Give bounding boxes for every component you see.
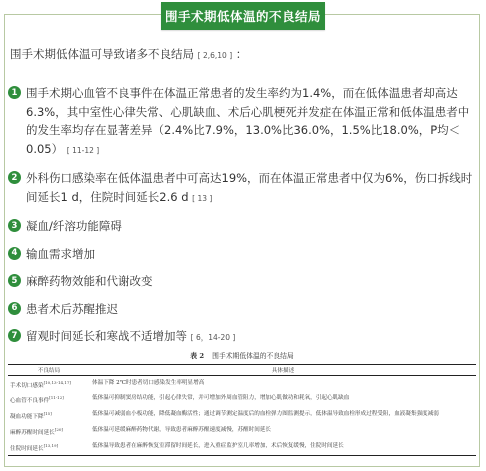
citation: [11-12]: [49, 395, 64, 401]
outcome-cell: [8, 424, 90, 440]
intro-text: 围手术期低体温可导致诸多不良结局: [10, 47, 194, 61]
table-row: [8, 376, 476, 392]
outcome-cell: [8, 408, 90, 424]
list-item: [8, 300, 478, 319]
description-cell: 低体温可减弱血小板功能，降低凝血酶活性；通过调节测定温度后的血栓弹力图监测提示，低体温导致血栓形成过程受阻，血液凝集强度减弱: [92, 411, 439, 418]
item-text: 围手术期心血管不良事件在体温正常患者的发生率约为1.4%，而在低体温患者却高达6.3%，其中室性心律失常、心肌缺血、术后心肌梗死并发症在体温正常和低体温患者中的发生率均存在显著差异（2.4%比7.9%，13.0%比36.0%，1.5%比18.0%，P均＜0.05）: [26, 86, 470, 156]
citation: [20]: [54, 427, 63, 433]
outcome-label: 手术切口感染: [10, 382, 44, 389]
table-number: 表 2: [190, 352, 205, 360]
intro-reference: [ 2,6,10 ]: [197, 51, 233, 60]
citation: [10,13-14,17]: [43, 379, 71, 385]
number-badge-icon: 4: [8, 247, 21, 260]
item-text: 输血需求增加: [26, 246, 95, 261]
outcome-cell: [8, 376, 90, 392]
outcome-label: 凝血功能下降: [10, 414, 44, 421]
column-header: 不良结局: [8, 365, 90, 376]
table-row: [8, 408, 476, 424]
description-cell: 低体温可抑制窦房结功能，引起心律失常，并可增加外周血管阻力，增加心肌做功和耗氧，引起心肌缺血: [92, 395, 350, 402]
list-item-text: [26, 169, 478, 208]
list-item: [8, 245, 478, 264]
outcome-label: 麻醉苏醒时间延长: [10, 429, 55, 436]
table-header-row: [8, 365, 476, 376]
item-text: 麻醉药物效能和代谢改变: [26, 274, 153, 288]
number-badge-icon: 3: [8, 219, 21, 232]
citation: [13,19]: [43, 442, 59, 448]
list-item: [8, 217, 478, 236]
table-row: [8, 424, 476, 440]
outcome-cell: [8, 392, 90, 408]
item-text: 外科伤口感染率在低体温患者中可高达19%，而在体温正常患者中仅为6%，伤口拆线时间延长1 d，住院时间延长2.6 d: [26, 171, 473, 204]
item-reference: [ 13 ]: [192, 193, 213, 203]
intro-paragraph: [10, 45, 475, 65]
table-caption: [8, 351, 476, 361]
item-text: 留观时间延长和寒战不适增加等: [26, 329, 187, 343]
item-reference: [ 6，14-20 ]: [190, 333, 236, 342]
list-item: [8, 169, 478, 208]
table-caption-text: 围手术期低体温的不良结局: [212, 352, 294, 360]
section-title: 围手术期低体温的不良结局: [161, 2, 325, 30]
description-cell: 低体温可延缓麻醉药物代谢，导致患者麻醉苏醒速度减慢，苏醒时间延长: [92, 427, 272, 434]
list-item: [8, 327, 478, 348]
intro-colon: ：: [235, 47, 248, 61]
number-badge-icon: 2: [8, 171, 21, 184]
number-badge-icon: 7: [8, 329, 21, 342]
table-row: [8, 392, 476, 408]
list-item-text: [26, 327, 235, 348]
list-item-text: [26, 84, 478, 160]
table-row: [8, 439, 476, 455]
column-header: 具体描述: [90, 365, 476, 376]
item-reference: [ 11-12 ]: [66, 145, 100, 155]
outcome-cell: [8, 439, 90, 455]
outcome-list: [8, 84, 478, 357]
list-item: [8, 84, 478, 160]
outcome-label: 住院时间延长: [10, 445, 44, 452]
citation: [15]: [43, 411, 52, 417]
number-badge-icon: 5: [8, 274, 21, 287]
description-cell: 低体温导致患者在麻醉恢复室滞留时间延长，进入重症监护室几率增加，术后恢复缓慢，住院时间延长: [90, 439, 476, 455]
item-text: 凝血/纤溶功能障碍: [26, 219, 122, 233]
outcome-label: 心血管不良事件: [10, 398, 50, 405]
item-text: 患者术后苏醒推迟: [26, 301, 118, 316]
outcome-table-block: [8, 351, 476, 456]
description-cell: 体温下降 2℃时患者切口感染发生率明显增高: [92, 379, 205, 386]
outcome-table: [8, 364, 476, 456]
number-badge-icon: 1: [8, 86, 21, 99]
number-badge-icon: 6: [8, 302, 21, 315]
list-item: [8, 272, 478, 291]
